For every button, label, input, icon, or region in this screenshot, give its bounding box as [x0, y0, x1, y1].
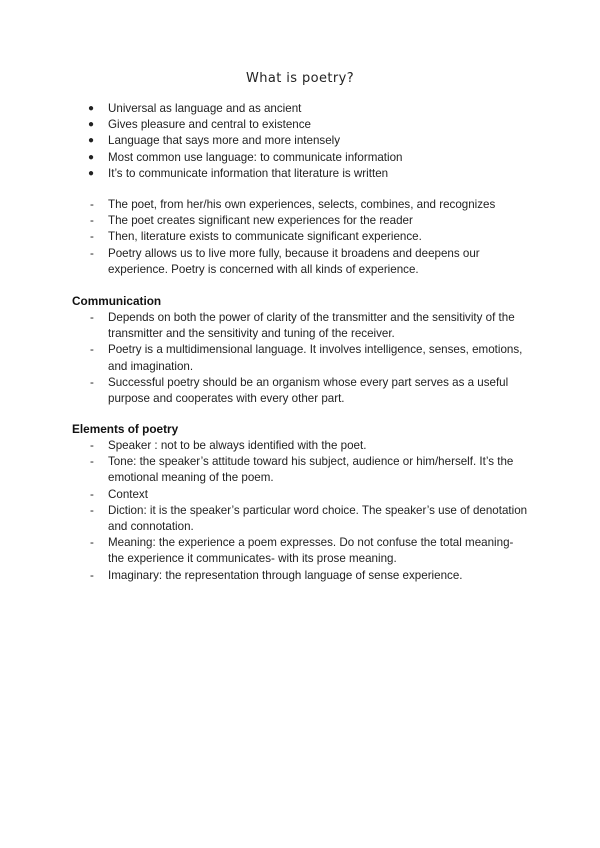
list-item: - Meaning: the experience a poem expresses. Do not confuse the total meaning- the experience it communicates- with its prose meaning. — [90, 536, 514, 566]
dash-marker: - — [90, 214, 94, 228]
list-item: - Poetry allows us to live more fully, because it broadens and deepens our experience. Poetry is concerned with all kinds of experience. — [90, 246, 480, 276]
dash-marker: - — [90, 536, 94, 550]
section-heading-elements: Elements of poetry — [72, 422, 179, 436]
dash-marker: - — [90, 246, 94, 260]
page-title: What is poetry? — [245, 71, 355, 86]
list-item: - Diction: it is the speaker’s particular word choice. The speaker’s use of denotation and connotation. — [90, 503, 528, 534]
dash-marker: - — [90, 487, 94, 501]
list-item: - The poet creates significant new experiences for the reader — [0, 213, 600, 229]
list-item: ● Most common use language: to communicate information — [0, 150, 600, 166]
bullet-marker: ● — [88, 151, 95, 163]
bullet-marker: ● — [88, 135, 95, 147]
dash-marker: - — [90, 503, 94, 517]
list-item: - Depends on both the power of clarity of the transmitter and the sensitivity of the transmitter and the sensitivity and tuning of the receiver. — [90, 311, 515, 341]
list-item: - Then, literature exists to communicate significant experience. — [0, 229, 600, 245]
elements-list — [0, 438, 600, 584]
list-item: - Tone: the speaker’s attitude toward his subject, audience or him/herself. It’s the emotional meaning of the poem. — [90, 455, 514, 485]
dash-marker: - — [90, 230, 94, 244]
dash-marker: - — [90, 439, 94, 452]
bullet-marker: ● — [88, 103, 95, 114]
list-item: - Imaginary: the representation through language of sense experience. — [0, 568, 600, 584]
dash-list — [0, 197, 600, 278]
dash-marker: - — [90, 343, 94, 357]
bullet-marker: ● — [88, 119, 95, 131]
dash-marker: - — [90, 375, 94, 389]
list-item: ● Language that says more and more intensely — [0, 133, 600, 149]
bullet-marker: ● — [88, 167, 95, 179]
dash-marker: - — [90, 568, 94, 582]
list-item: ● It’s to communicate information that literature is written — [0, 166, 600, 182]
list-item: - Poetry is a multidimensional language. It involves intelligence, senses, emotions, and imagination. — [90, 343, 523, 373]
dash-marker: - — [90, 198, 94, 211]
dash-marker: - — [90, 311, 94, 324]
list-item: - Successful poetry should be an organism whose every part serves as a useful purpose and cooperates with every other part. — [90, 375, 509, 406]
list-item: ● Universal as language and as ancient — [0, 101, 600, 117]
dash-marker: - — [90, 455, 94, 469]
section-heading-communication: Communication — [72, 294, 162, 308]
list-item: ● Gives pleasure and central to existence — [0, 117, 600, 133]
list-item: - Context — [0, 487, 600, 503]
list-item: - Speaker : not to be always identified with the poet. — [0, 438, 600, 454]
list-item: - The poet, from her/his own experiences, selects, combines, and recognizes — [0, 197, 600, 213]
communication-list — [0, 310, 600, 407]
bullet-list — [0, 101, 600, 182]
